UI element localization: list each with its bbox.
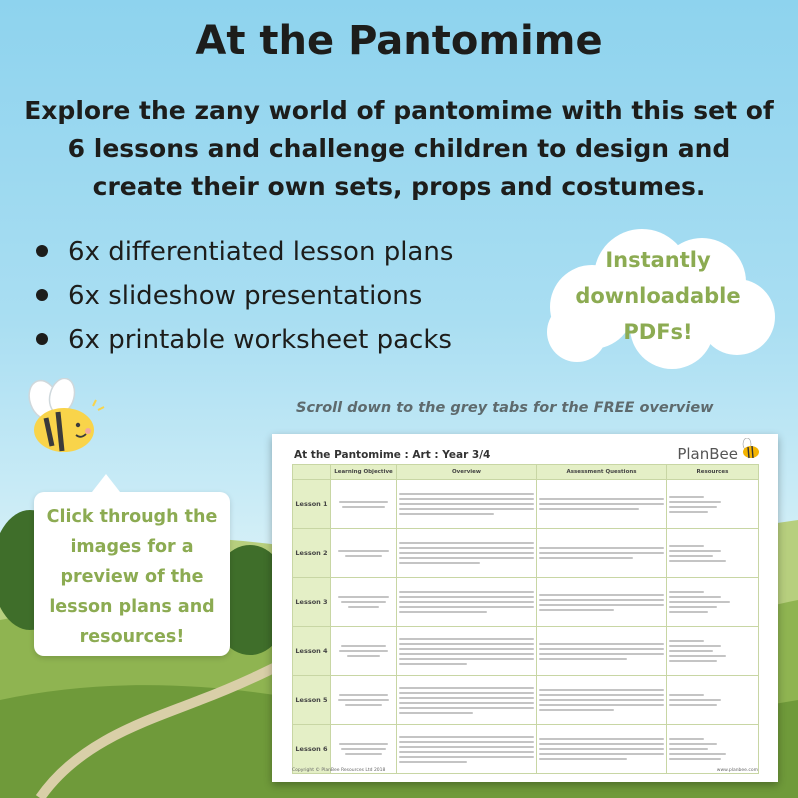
table-header-cell	[293, 465, 331, 480]
bee-icon	[18, 378, 108, 458]
table-header-cell: Resources	[667, 465, 759, 480]
lesson-label: Lesson 6	[293, 725, 331, 774]
table-row	[293, 480, 759, 529]
bullet-icon	[36, 245, 48, 257]
table-row	[293, 627, 759, 676]
lesson-label: Lesson 2	[293, 529, 331, 578]
feature-item: 6x printable worksheet packs	[24, 318, 453, 362]
lesson-label: Lesson 1	[293, 480, 331, 529]
table-row	[293, 676, 759, 725]
bullet-icon	[36, 333, 48, 345]
lesson-plan-table	[292, 464, 759, 774]
cloud-badge-text: Instantly downloadable PDFs!	[575, 248, 741, 344]
page-subtitle: Explore the zany world of pantomime with this set of 6 lessons and challenge children to design and create their own sets, props and costumes.	[24, 96, 774, 201]
lesson-plan-preview[interactable]	[272, 434, 778, 782]
table-header-cell: Assessment Questions	[537, 465, 667, 480]
page-title: At the Pantomime	[195, 18, 603, 64]
table-row	[293, 578, 759, 627]
feature-item: 6x slideshow presentations	[24, 274, 453, 318]
preview-footer: Copyright © PlanBee Resources Ltd 2018 www.planbee.com	[292, 768, 758, 773]
lesson-label: Lesson 3	[293, 578, 331, 627]
bullet-icon	[36, 289, 48, 301]
preview-title: At the Pantomime : Art : Year 3/4	[294, 449, 491, 461]
lesson-label: Lesson 4	[293, 627, 331, 676]
feature-list	[24, 230, 453, 362]
table-header-cell: Learning Objective	[331, 465, 397, 480]
scroll-note: Scroll down to the grey tabs for the FREE overview	[296, 400, 714, 416]
table-row	[293, 529, 759, 578]
feature-item: 6x differentiated lesson plans	[24, 230, 453, 274]
lesson-label: Lesson 5	[293, 676, 331, 725]
table-header-row	[293, 465, 759, 480]
bee-icon	[738, 438, 762, 460]
table-header-cell: Overview	[397, 465, 537, 480]
callout-text: Click through the images for a preview of the lesson plans and resources!	[46, 507, 218, 647]
planbee-logo: PlanBee	[677, 445, 738, 463]
table-row	[293, 725, 759, 774]
